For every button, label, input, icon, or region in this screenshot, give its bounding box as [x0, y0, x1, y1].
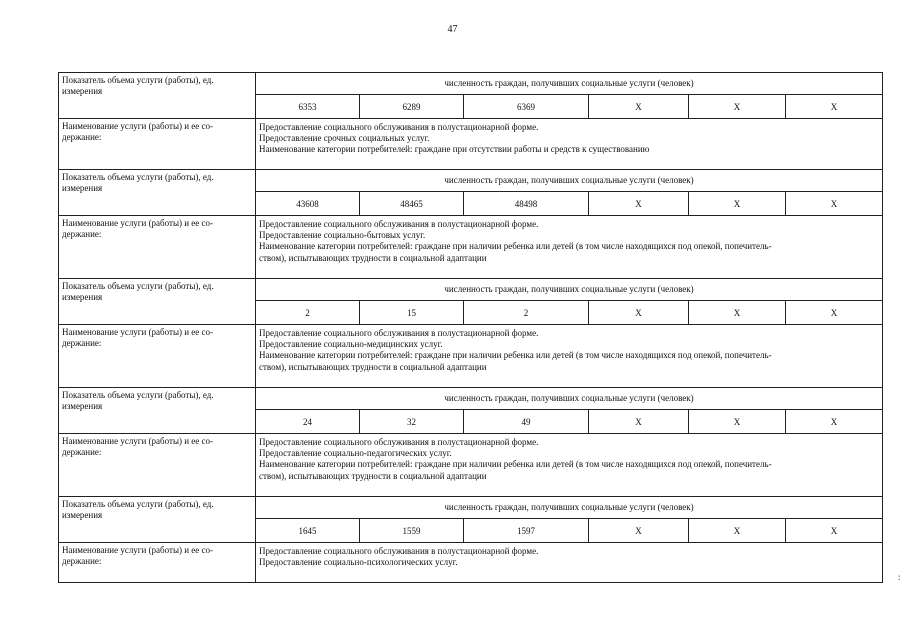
unit-of-measure: численность граждан, получивших социальные услуги (человек) — [256, 170, 883, 192]
indicator-unit-row — [59, 73, 883, 95]
description-line: Наименование категории потребителей: граждане при наличии ребенка или детей (в том числе находящихся под опекой, попечитель- — [259, 459, 772, 470]
indicator-label: Показатель объема услуги (работы), ед. измерения — [59, 73, 256, 119]
unit-of-measure: численность граждан, получивших социальные услуги (человек) — [256, 73, 883, 95]
service-description-row — [59, 216, 883, 279]
indicator-value: X — [689, 192, 786, 216]
description-line: Предоставление социального обслуживания в полустационарной форме. — [259, 219, 539, 229]
unit-of-measure: численность граждан, получивших социальные услуги (человек) — [256, 497, 883, 519]
service-description — [256, 325, 883, 388]
service-description — [256, 119, 883, 170]
indicator-value: X — [589, 410, 689, 434]
indicator-value: 6289 — [360, 95, 464, 119]
indicator-value: X — [589, 95, 689, 119]
indicator-value: X — [786, 519, 883, 543]
indicator-value: 2 — [256, 301, 360, 325]
service-name-label: Наименование услуги (работы) и ее со-держание: — [59, 543, 256, 583]
indicator-label: Показатель объема услуги (работы), ед. измерения — [59, 279, 256, 325]
indicator-value: 6353 — [256, 95, 360, 119]
indicator-value: X — [589, 301, 689, 325]
indicator-label: Показатель объема услуги (работы), ед. измерения — [59, 497, 256, 543]
description-line: Предоставление социального обслуживания в полустационарной форме. — [259, 122, 539, 132]
description-line: Предоставление социального обслуживания в полустационарной форме. — [259, 546, 539, 556]
description-line: ством), испытывающих трудности в социальной адаптации — [259, 252, 487, 263]
description-line: Предоставление социального обслуживания в полустационарной форме. — [259, 437, 539, 447]
indicator-value: 48465 — [360, 192, 464, 216]
service-description-row — [59, 543, 883, 583]
indicator-value: X — [689, 519, 786, 543]
description-line: Предоставление социально-медицинских услуг. — [259, 339, 443, 350]
description-line: Наименование категории потребителей: граждане при наличии ребенка или детей (в том числе находящихся под опекой, попечитель- — [259, 350, 772, 361]
service-name-label: Наименование услуги (работы) и ее со-держание: — [59, 119, 256, 170]
indicator-value: X — [589, 519, 689, 543]
unit-of-measure: численность граждан, получивших социальные услуги (человек) — [256, 388, 883, 410]
indicator-unit-row — [59, 497, 883, 519]
indicator-unit-row — [59, 170, 883, 192]
page-number: 47 — [447, 24, 458, 35]
indicator-value: X — [689, 95, 786, 119]
service-name-label: Наименование услуги (работы) и ее со-держание: — [59, 216, 256, 279]
unit-of-measure: численность граждан, получивших социальные услуги (человек) — [256, 279, 883, 301]
indicator-value: 43608 — [256, 192, 360, 216]
indicator-value: X — [689, 410, 786, 434]
edge-mark: : — [898, 572, 901, 582]
service-description-row — [59, 325, 883, 388]
service-description — [256, 543, 883, 583]
indicator-value: X — [689, 301, 786, 325]
service-name-label: Наименование услуги (работы) и ее со-держание: — [59, 434, 256, 497]
indicator-label: Показатель объема услуги (работы), ед. измерения — [59, 388, 256, 434]
indicator-value: X — [786, 410, 883, 434]
description-line: Предоставление социально-педагогических услуг. — [259, 448, 452, 459]
indicator-unit-row — [59, 279, 883, 301]
description-line: Предоставление социально-бытовых услуг. — [259, 230, 426, 241]
service-description-row — [59, 434, 883, 497]
indicator-value: 32 — [360, 410, 464, 434]
indicator-value: X — [786, 95, 883, 119]
service-volume-table — [58, 72, 883, 583]
description-line: Наименование категории потребителей: граждане при отсутствии работы и средств к существованию — [259, 144, 650, 155]
indicator-value: 48498 — [464, 192, 589, 216]
indicator-value: 6369 — [464, 95, 589, 119]
service-description — [256, 434, 883, 497]
indicator-value: X — [786, 192, 883, 216]
indicator-value: 2 — [464, 301, 589, 325]
description-line: ством), испытывающих трудности в социальной адаптации — [259, 361, 487, 372]
service-name-label: Наименование услуги (работы) и ее со-держание: — [59, 325, 256, 388]
indicator-value: X — [589, 192, 689, 216]
service-description — [256, 216, 883, 279]
indicator-value: 1645 — [256, 519, 360, 543]
indicator-label: Показатель объема услуги (работы), ед. измерения — [59, 170, 256, 216]
description-line: ством), испытывающих трудности в социальной адаптации — [259, 470, 487, 481]
indicator-value: X — [786, 301, 883, 325]
indicator-value: 24 — [256, 410, 360, 434]
indicator-value: 1559 — [360, 519, 464, 543]
service-description-row — [59, 119, 883, 170]
description-line: Наименование категории потребителей: граждане при наличии ребенка или детей (в том числе находящихся под опекой, попечитель- — [259, 241, 772, 252]
indicator-value: 1597 — [464, 519, 589, 543]
indicator-value: 49 — [464, 410, 589, 434]
description-line: Предоставление социального обслуживания в полустационарной форме. — [259, 328, 539, 338]
indicator-value: 15 — [360, 301, 464, 325]
indicator-unit-row — [59, 388, 883, 410]
description-line: Предоставление срочных социальных услуг. — [259, 133, 430, 144]
description-line: Предоставление социально-психологических услуг. — [259, 557, 458, 568]
